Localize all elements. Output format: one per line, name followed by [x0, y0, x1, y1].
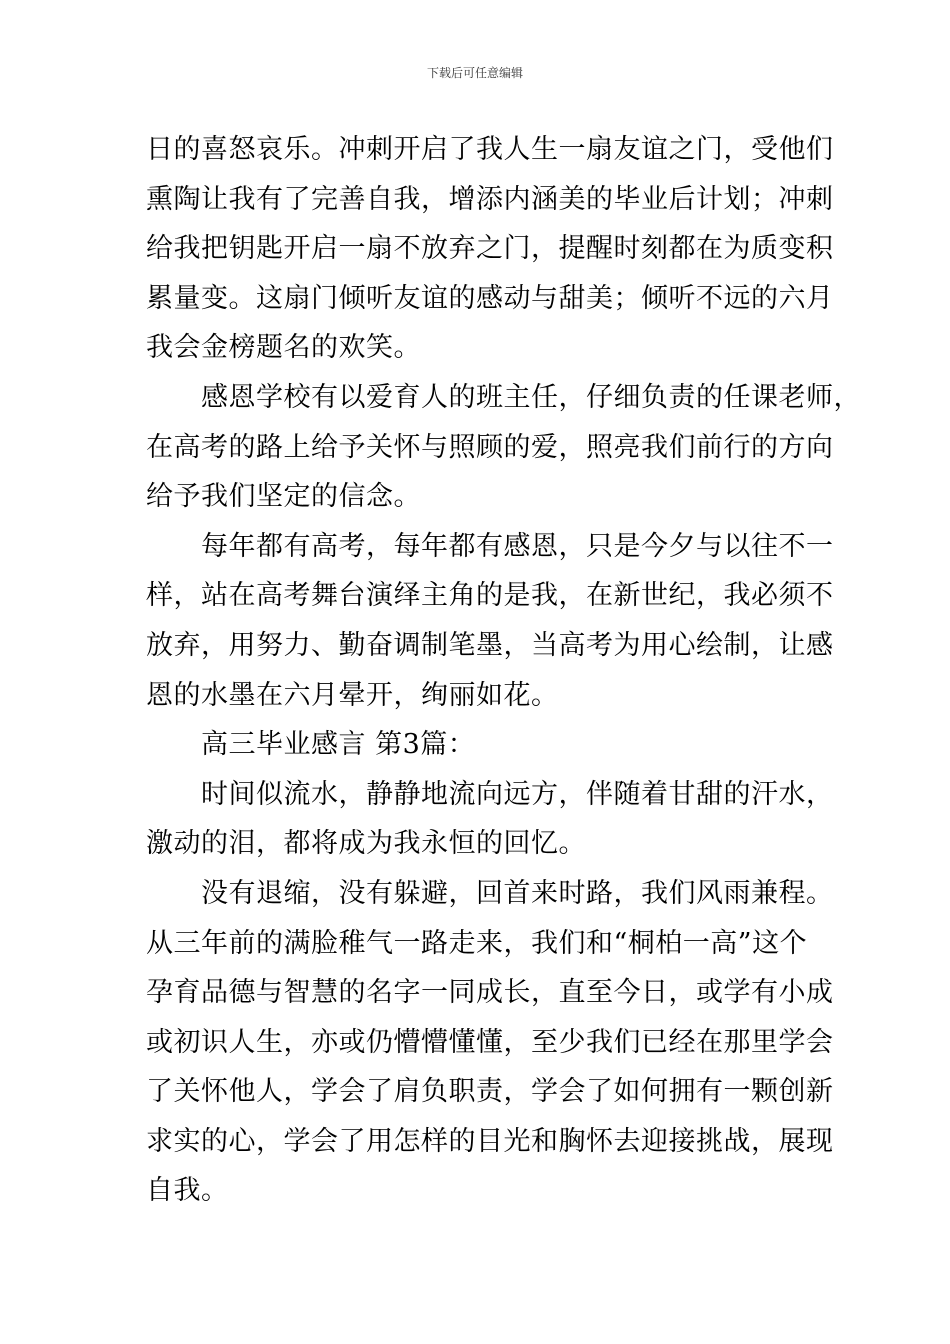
text-line: 在高考的路上给予关怀与照顾的爱，照亮我们前行的方向 [146, 431, 834, 463]
paragraph-start-line: 每年都有高考，每年都有感恩，只是今夕与以往不一 [201, 530, 834, 562]
text-line: 样，站在高考舞台演绎主角的是我，在新世纪，我必须不 [146, 580, 834, 612]
text-line: 自我。 [146, 1175, 229, 1207]
section-heading: 高三毕业感言 第3篇： [201, 729, 476, 761]
text-line: 从三年前的满脸稚气一路走来，我们和“桐柏一高”这个 [146, 927, 808, 959]
text-line: 了关怀他人，学会了肩负职责，学会了如何拥有一颗创新 [146, 1076, 834, 1108]
text-line: 给我把钥匙开启一扇不放弃之门，提醒时刻都在为质变积 [146, 233, 834, 265]
text-line: 孕育品德与智慧的名字一同成长，直至今日，或学有小成 [146, 977, 834, 1009]
text-line: 日的喜怒哀乐。冲刺开启了我人生一扇友谊之门，受他们 [146, 134, 834, 165]
text-line: 累量变。这扇门倾听友谊的感动与甜美；倾听不远的六月 [146, 282, 834, 314]
text-line: 我会金榜题名的欢笑。 [146, 332, 421, 364]
page-header: 下载后可任意编辑 [426, 66, 523, 80]
document-body [146, 125, 861, 1216]
text-line: 给予我们坚定的信念。 [146, 481, 421, 513]
text-line: 激动的泪，都将成为我永恒的回忆。 [146, 828, 586, 860]
text-line: 求实的心，学会了用怎样的目光和胸怀去迎接挑战，展现 [146, 1125, 834, 1157]
text-line: 熏陶让我有了完善自我，增添内涵美的毕业后计划；冲刺 [146, 183, 834, 215]
text-line: 恩的水墨在六月晕开，绚丽如花。 [146, 679, 559, 711]
text-line: 放弃，用努力、勤奋调制笔墨，当高考为用心绘制，让感 [146, 629, 834, 661]
paragraph-start-line: 时间似流水，静静地流向远方，伴随着甘甜的汗水， [201, 778, 834, 810]
paragraph-start-line: 没有退缩，没有躲避，回首来时路，我们风雨兼程。 [201, 877, 834, 909]
paragraph-start-line: 感恩学校有以爱育人的班主任，仔细负责的任课老师， [201, 381, 861, 413]
text-line: 或初识人生，亦或仍懵懵懂懂，至少我们已经在那里学会 [146, 1026, 834, 1058]
